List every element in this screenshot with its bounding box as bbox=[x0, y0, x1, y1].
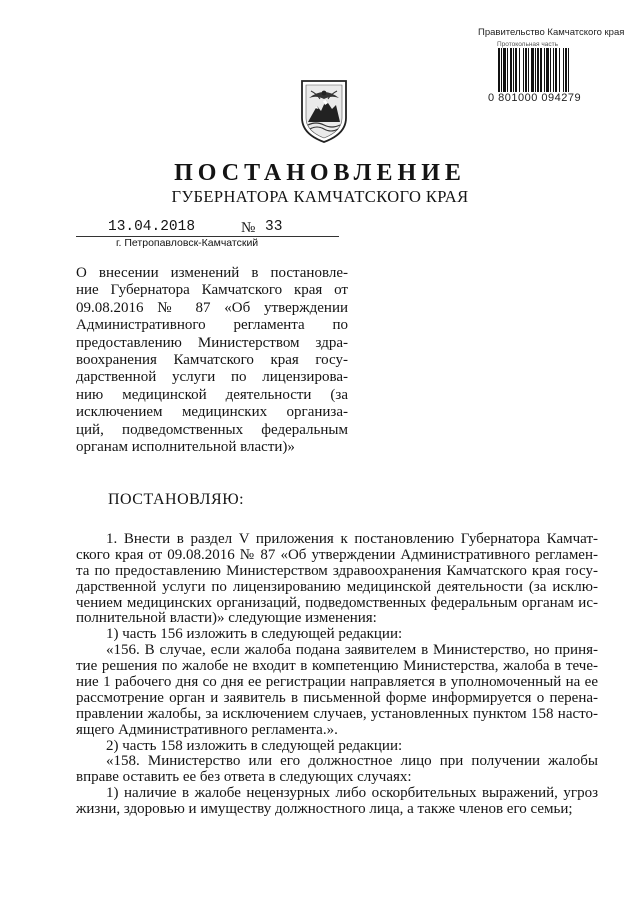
document-body bbox=[76, 532, 598, 818]
document-date: 13.04.2018 bbox=[108, 219, 196, 235]
stamp-organization: Правительство Камчатского края bbox=[478, 27, 625, 38]
body-line: дарственной услуги по лицензированию медицинской деятельности (за исклю- bbox=[76, 578, 598, 595]
document-place: г. Петропавловск-Камчатский bbox=[116, 237, 259, 249]
heading-line: предоставлению Министерством здра- bbox=[76, 334, 348, 351]
heading-line: 09.08.2016 № 87 «Об утверждении bbox=[76, 299, 348, 316]
barcode bbox=[497, 48, 623, 92]
document-subtitle: ГУБЕРНАТОРА КАМЧАТСКОГО КРАЯ bbox=[171, 187, 469, 206]
body-line: рассмотрение орган и заявитель в письменной форме информируется о перена- bbox=[76, 689, 598, 706]
body-line: 2) часть 158 изложить в следующей редакции: bbox=[106, 737, 403, 754]
body-line: 1) наличие в жалобе нецензурных либо оскорбительных выражений, угроз bbox=[106, 785, 598, 802]
body-line: ние 1 рабочего дня со дня ее регистрации направляется в уполномоченный на ее bbox=[76, 674, 598, 691]
heading-line: исключением медицинских организа- bbox=[76, 404, 348, 421]
document-title: ПОСТАНОВЛЕНИЕ bbox=[174, 160, 466, 186]
body-line: жизни, здоровью и имуществу должностного лица, а также членов его семьи; bbox=[76, 801, 573, 818]
heading-line: воохранения Камчатского края госу- bbox=[76, 351, 348, 368]
barcode-number: 0 801000 094279 bbox=[488, 92, 582, 104]
body-line: полнительной власти)» следующие изменения: bbox=[76, 610, 377, 627]
body-line: вправе оставить ее без ответа в следующих случаях: bbox=[76, 769, 412, 786]
body-line: ского края от 09.08.2016 № 87 «Об утверждении Административного регламен- bbox=[76, 546, 598, 563]
body-line: тие решения по жалобе не входит в компетенцию Министерства, жалоба в тече- bbox=[76, 658, 598, 675]
body-line: «158. Министерство или его должностное лицо при получении жалобы bbox=[106, 753, 598, 770]
body-line: правлении жалобы, за исключением случаев, установленных пунктом 158 насто- bbox=[76, 705, 598, 722]
heading-line: дарственной услуги по лицензирова- bbox=[76, 369, 348, 386]
body-line: чением медицинских организаций, подведомственных федеральным органам ис- bbox=[76, 594, 598, 611]
body-line: та по предоставлению Министерством здравоохранения Камчатского края госу- bbox=[76, 562, 598, 579]
stamp-subtitle: Протокольная часть bbox=[497, 41, 558, 48]
heading-line: Административного регламента по bbox=[76, 317, 348, 334]
decree-word: ПОСТАНОВЛЯЮ: bbox=[108, 491, 245, 508]
document-number: 33 bbox=[265, 219, 283, 235]
coat-of-arms-icon bbox=[299, 78, 349, 144]
body-line: 1) часть 156 изложить в следующей редакции: bbox=[106, 626, 403, 643]
number-sign: № bbox=[241, 220, 256, 236]
document-heading bbox=[76, 265, 348, 456]
heading-line: органам исполнительной власти)» bbox=[76, 438, 295, 455]
heading-line: ние Губернатора Камчатского края от bbox=[76, 282, 348, 299]
heading-line: ций, подведомственных федеральным bbox=[76, 421, 348, 438]
heading-line: О внесении изменений в постановле- bbox=[76, 265, 348, 281]
heading-line: нию медицинской деятельности (за bbox=[76, 386, 348, 403]
body-line: ящего Административного регламента.». bbox=[76, 721, 338, 738]
body-line: «156. В случае, если жалоба подана заявителем в Министерство, но приня- bbox=[106, 642, 598, 659]
body-line: 1. Внести в раздел V приложения к постановлению Губернатора Камчат- bbox=[106, 531, 598, 547]
